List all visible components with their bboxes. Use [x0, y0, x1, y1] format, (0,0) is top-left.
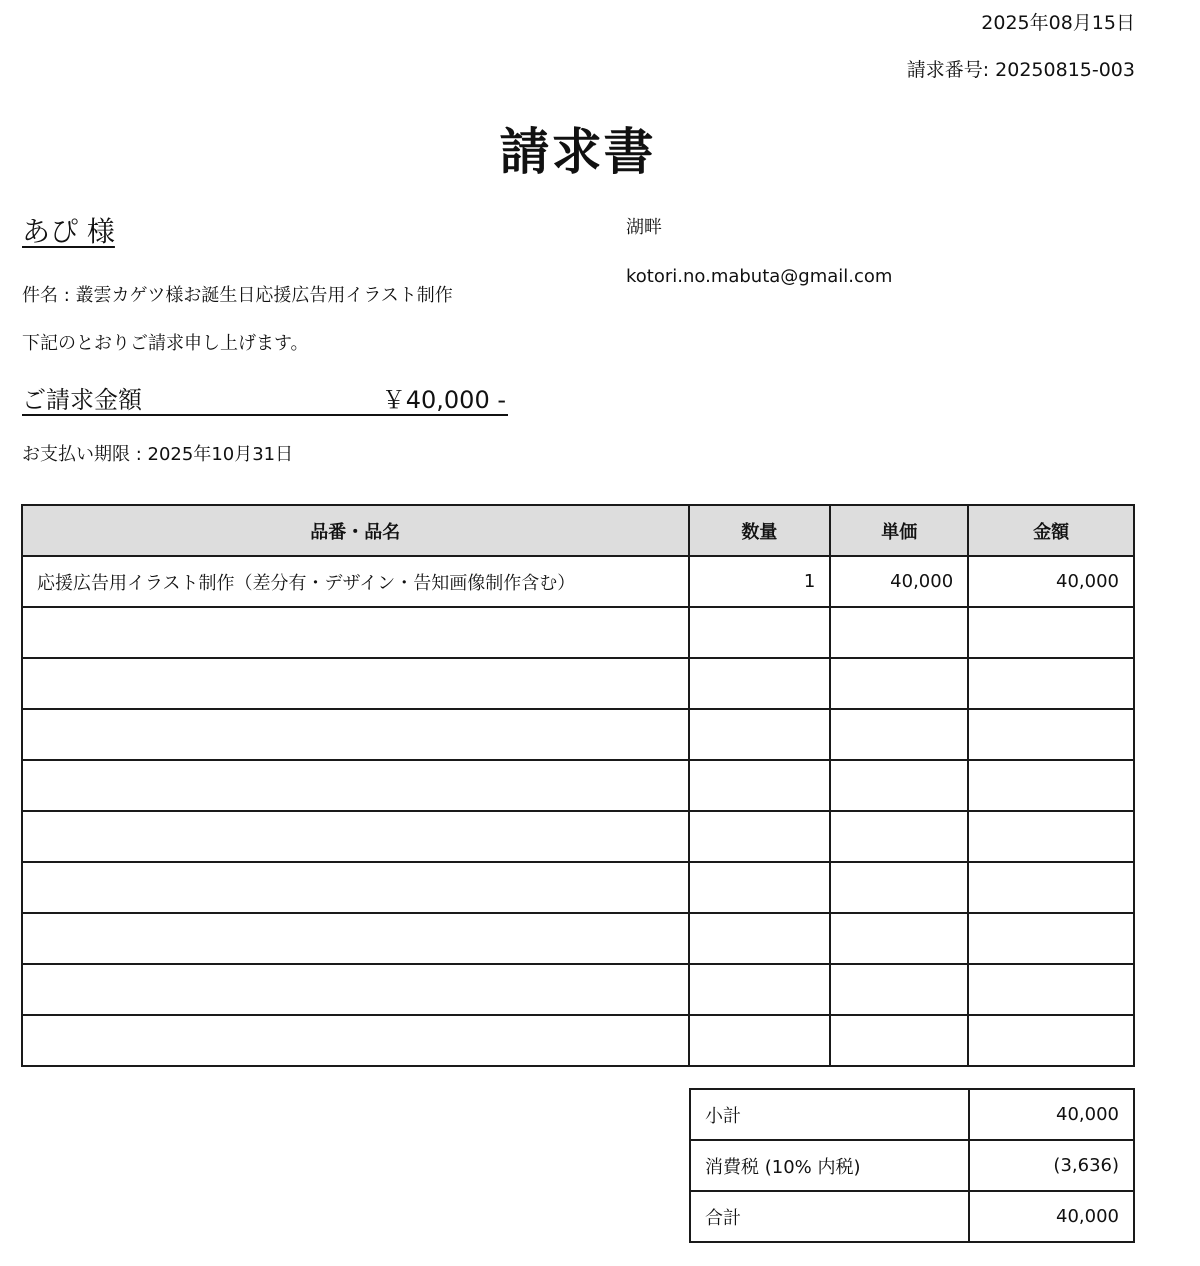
item-name-cell [22, 862, 689, 913]
item-name-cell [22, 760, 689, 811]
item-name-cell [22, 709, 689, 760]
document-title: 請求書 [499, 123, 656, 181]
unit-price-cell [830, 1015, 968, 1066]
billing-notice: 下記のとおりご請求申し上げます。 [22, 333, 309, 354]
amount-cell [968, 760, 1134, 811]
billing-total-amount: ￥40,000 - [381, 386, 506, 414]
amount-cell [968, 607, 1134, 658]
subject-line: 件名 : 叢雲カゲツ様お誕生日応援広告用イラスト制作 [22, 285, 453, 306]
item-name-cell [22, 964, 689, 1015]
amount-cell [968, 862, 1134, 913]
billing-total-label: ご請求金額 [22, 386, 142, 414]
amount-cell [968, 964, 1134, 1015]
issuer-email: kotori.no.mabuta@gmail.com [626, 266, 893, 287]
unit-price-cell [830, 964, 968, 1015]
quantity-cell [689, 862, 831, 913]
amount-cell [968, 811, 1134, 862]
quantity-cell [689, 760, 831, 811]
items-header-row [22, 505, 1134, 556]
issuer-name: 湖畔 [626, 217, 662, 238]
summary-label: 小計 [690, 1089, 969, 1140]
quantity-cell [689, 811, 831, 862]
amount-cell: 40,000 [968, 556, 1134, 607]
table-row [22, 862, 1134, 913]
unit-price-cell [830, 862, 968, 913]
table-row [22, 709, 1134, 760]
table-row [22, 760, 1134, 811]
item-name-cell [22, 1015, 689, 1066]
issue-date: 2025年08月15日 [981, 12, 1135, 34]
table-row [22, 556, 1134, 607]
table-row [22, 811, 1134, 862]
item-name-cell [22, 658, 689, 709]
item-name-cell [22, 607, 689, 658]
unit-price-cell [830, 709, 968, 760]
quantity-cell: 1 [689, 556, 831, 607]
table-row [22, 1015, 1134, 1066]
table-row [22, 964, 1134, 1015]
subtotal-row [690, 1089, 1134, 1140]
quantity-cell [689, 709, 831, 760]
tax-row [690, 1140, 1134, 1191]
summary-label: 合計 [690, 1191, 969, 1242]
quantity-cell [689, 1015, 831, 1066]
summary-table-body [690, 1089, 1134, 1242]
header-item-name: 品番・品名 [22, 505, 689, 556]
unit-price-cell [830, 658, 968, 709]
table-row [22, 658, 1134, 709]
items-table [21, 504, 1135, 1067]
unit-price-cell [830, 607, 968, 658]
payment-due-date: お支払い期限 : 2025年10月31日 [22, 444, 294, 465]
unit-price-cell [830, 811, 968, 862]
billing-total-box [22, 378, 508, 416]
invoice-number: 請求番号: 20250815-003 [906, 59, 1135, 81]
item-name-cell [22, 913, 689, 964]
amount-cell [968, 913, 1134, 964]
unit-price-cell: 40,000 [830, 556, 968, 607]
quantity-cell [689, 607, 831, 658]
summary-value: 40,000 [969, 1191, 1135, 1242]
summary-table [689, 1088, 1135, 1243]
amount-cell [968, 709, 1134, 760]
unit-price-cell [830, 913, 968, 964]
quantity-cell [689, 913, 831, 964]
amount-cell [968, 1015, 1134, 1066]
header-amount: 金額 [968, 505, 1134, 556]
items-table-body [22, 556, 1134, 1066]
summary-label: 消費税 (10% 内税) [690, 1140, 969, 1191]
quantity-cell [689, 658, 831, 709]
grand-total-row [690, 1191, 1134, 1242]
recipient-name: あぴ 様 [22, 215, 115, 248]
summary-value: 40,000 [969, 1089, 1135, 1140]
unit-price-cell [830, 760, 968, 811]
header-unit-price: 単価 [830, 505, 968, 556]
table-row [22, 607, 1134, 658]
header-quantity: 数量 [689, 505, 831, 556]
summary-value: (3,636) [969, 1140, 1135, 1191]
item-name-cell: 応援広告用イラスト制作（差分有・デザイン・告知画像制作含む） [22, 556, 689, 607]
amount-cell [968, 658, 1134, 709]
table-row [22, 913, 1134, 964]
item-name-cell [22, 811, 689, 862]
quantity-cell [689, 964, 831, 1015]
